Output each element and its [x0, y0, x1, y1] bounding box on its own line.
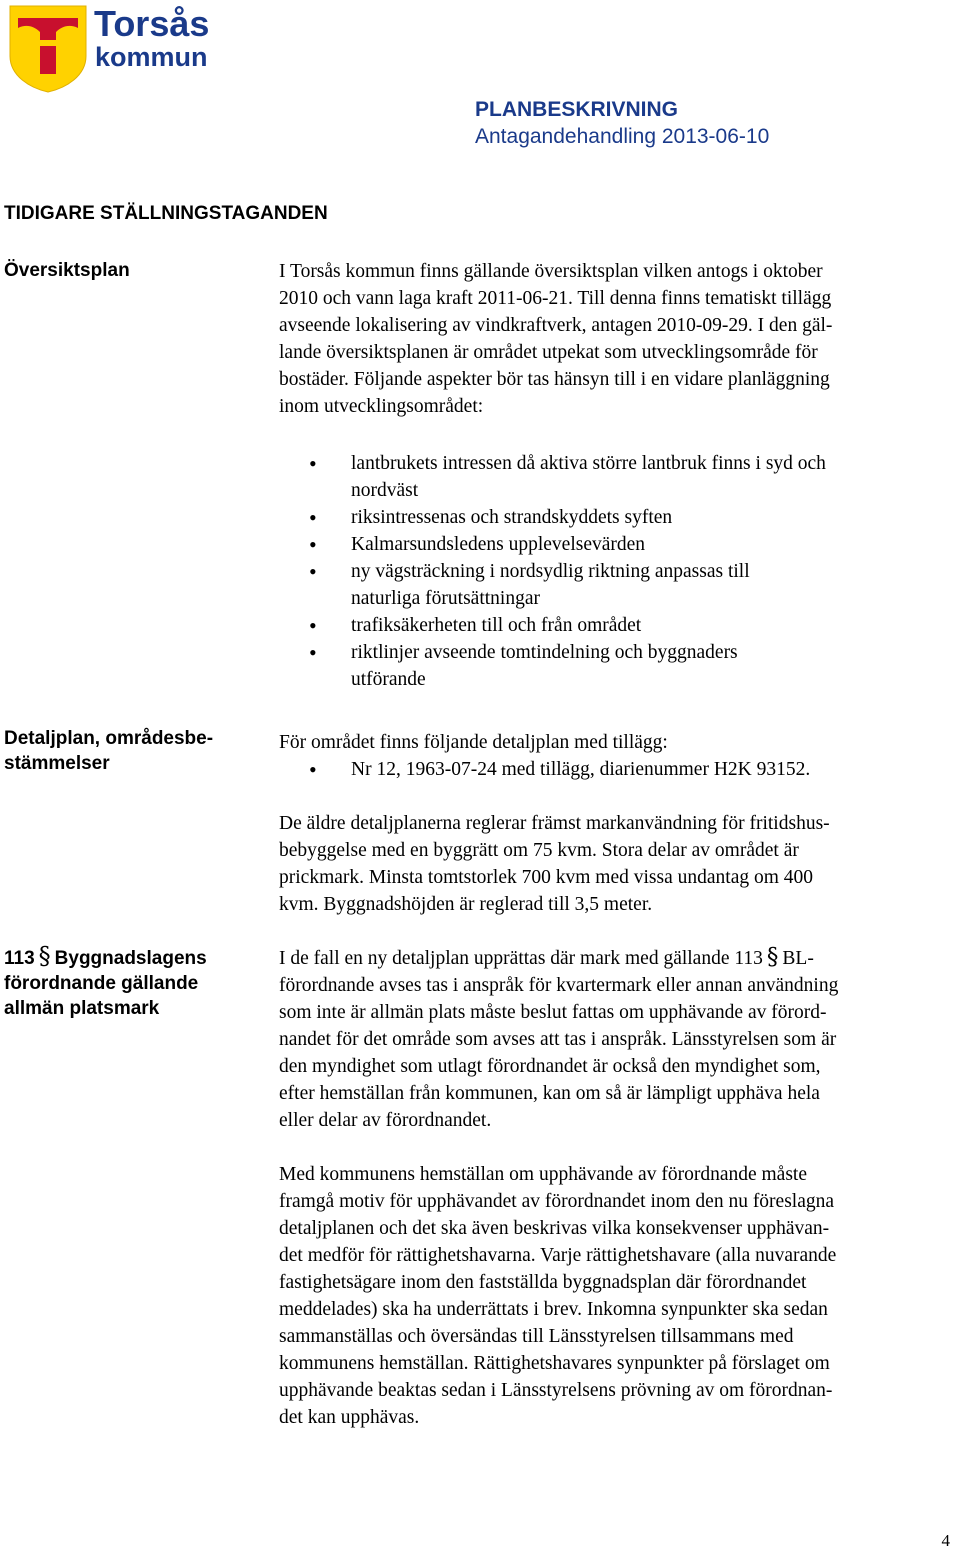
list-item-line: utförande: [351, 669, 426, 690]
text-span: I de fall en ny detaljplan upprättas där mark med gällande 113: [279, 948, 763, 969]
text-line: kommunens hemställan. Rättighetshavares synpunkter på förslaget om: [279, 1353, 830, 1374]
list-item: [279, 639, 955, 693]
list-item-line: • Kalmarsundsledens upplevelsevärden: [351, 534, 646, 555]
label-number: 113: [4, 948, 35, 969]
text-span: BL-: [782, 948, 814, 969]
label-line: Detaljplan, områdesbe-: [4, 728, 214, 749]
label-line: allmän platsmark: [4, 998, 160, 1019]
list-item: [279, 504, 955, 531]
text-line: förordnande avses tas i anspråk för kvartermark eller annan användning: [279, 975, 839, 996]
text-line: sammanställas och översändas till Länsstyrelsen tillsammans med: [279, 1326, 794, 1347]
document-status-date: Antagandehandling 2013-06-10: [475, 125, 770, 148]
text-line: eller delar av förordnandet.: [279, 1110, 492, 1131]
text-line: kvm. Byggnadshöjden är reglerad till 3,5 meter.: [279, 894, 653, 915]
oversiktsplan-text: [279, 258, 955, 420]
forordnande-text: [279, 944, 955, 1431]
text-line: efter hemställan från kommunen, kan om så är lämpligt upphäva hela: [279, 1083, 820, 1104]
list-item: [279, 558, 955, 612]
oversiktsplan-label: Översiktsplan: [4, 260, 130, 281]
text-line: meddelades) ska ha underrättats i brev. Inkomna synpunkter ska sedan: [279, 1299, 828, 1320]
text-line: 2010 och vann laga kraft 2011-06-21. Till denna finns tematiskt tillägg: [279, 288, 832, 309]
text-line: För området finns följande detaljplan med tillägg:: [279, 732, 668, 753]
section-heading: TIDIGARE STÄLLNINGSTAGANDEN: [4, 203, 328, 224]
text-line: upphävande beaktas sedan i Länsstyrelsens prövning av om förordnan-: [279, 1380, 833, 1401]
logo-name-line1: Torsås: [94, 3, 210, 44]
list-item-line: • riktlinjer avseende tomtindelning och byggnaders: [351, 642, 738, 663]
label-text: Byggnadslagens: [54, 948, 207, 969]
text-line: det medför för rättighetshavarna. Varje rättighetshavare (alla nuvarande: [279, 1245, 837, 1266]
label-line: stämmelser: [4, 753, 110, 774]
text-line: avseende lokalisering av vindkraftverk, antagen 2010-09-29. I den gäl-: [279, 315, 833, 336]
text-line: [279, 944, 955, 972]
text-line: bostäder. Följande aspekter bör tas hänsyn till i en vidare planläggning: [279, 369, 830, 390]
list-item-line: naturliga förutsättningar: [351, 588, 540, 609]
text-line: prickmark. Minsta tomtstorlek 700 kvm med vissa undantag om 400: [279, 867, 814, 888]
text-line: den myndighet som utlagt förordnandet är också den myndighet som,: [279, 1056, 821, 1077]
torsas-kommun-logo: [8, 4, 208, 94]
text-line: som inte är allmän plats måste beslut fattas om upphävande av förord-: [279, 1002, 827, 1023]
oversiktsplan-bullet-list: [279, 450, 955, 693]
forordnande-label: [4, 944, 266, 1021]
text-line: detaljplanen och det ska även beskrivas vilka konsekvenser upphävan-: [279, 1218, 830, 1239]
text-line: Med kommunens hemställan om upphävande av förordnande måste: [279, 1164, 807, 1185]
list-item: [279, 756, 955, 783]
list-item: [279, 531, 955, 558]
list-item-line: • Nr 12, 1963-07-24 med tillägg, diarienummer H2K 93152.: [351, 759, 811, 780]
page-number: 4: [941, 1531, 950, 1550]
document-type: PLANBESKRIVNING: [475, 98, 679, 121]
list-item-line: • riksintressenas och strandskyddets syften: [351, 507, 673, 528]
text-line: fastighetsägare inom den fastställda byggnadsplan där förordnandet: [279, 1272, 807, 1293]
text-line: lande översiktsplanen är området utpekat som utvecklingsområde för: [279, 342, 818, 363]
label-line: förordnande gällande: [4, 973, 199, 994]
list-item-line: • trafiksäkerheten till och från området: [351, 615, 642, 636]
list-item: [279, 612, 955, 639]
detaljplan-text: [279, 729, 955, 918]
text-line: inom utvecklingsområdet:: [279, 396, 484, 417]
text-line: framgå motiv för upphävandet av förordnandet inom den nu föreslagna: [279, 1191, 835, 1212]
list-item: [279, 450, 955, 504]
text-line: det kan upphävas.: [279, 1407, 420, 1428]
detaljplan-label: [4, 726, 266, 776]
list-item-line: • ny vägsträckning i nordsydlig riktning anpassas till: [351, 561, 750, 582]
paragraph-symbol-icon: §: [766, 944, 779, 970]
label-line: [4, 944, 266, 971]
text-line: bebyggelse med en byggrätt om 75 kvm. Stora delar av området är: [279, 840, 799, 861]
text-line: De äldre detaljplanerna reglerar främst markanvändning för fritidshus-: [279, 813, 830, 834]
text-line: I Torsås kommun finns gällande översiktsplan vilken antogs i oktober: [279, 261, 823, 282]
list-item-line: • lantbrukets intressen då aktiva större lantbruk finns i syd och: [351, 453, 826, 474]
logo-name-line2: kommun: [95, 42, 208, 72]
list-item-line: nordväst: [351, 480, 419, 501]
text-line: nandet för det område som avses att tas i anspråk. Länsstyrelsen som är: [279, 1029, 837, 1050]
paragraph-symbol-icon: §: [38, 942, 51, 970]
